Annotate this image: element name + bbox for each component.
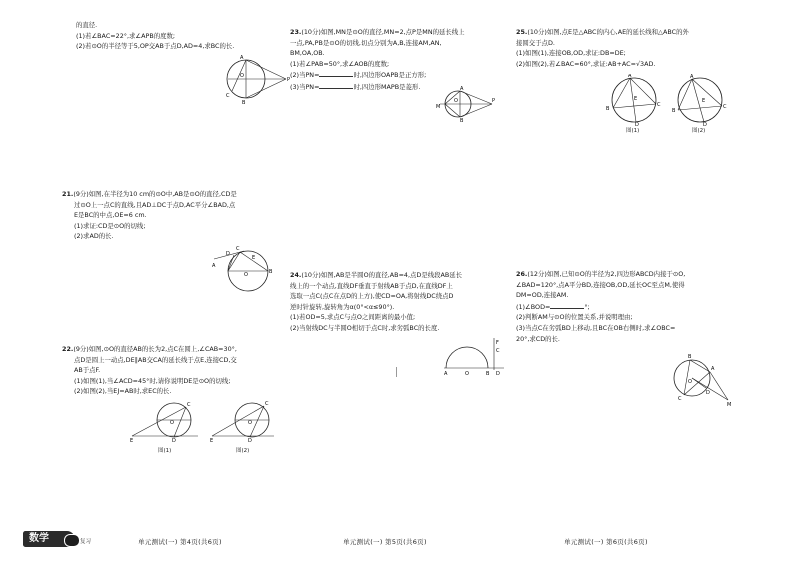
q24-line: 24.(10分)如图,AB是半圆O的直径,AB=4,点D是线段AB延长 (290, 271, 463, 279)
svg-text:E: E (634, 96, 638, 102)
q26-line: 26.(12分)如图,已知⊙O的半径为2,四边形ABCD内接于⊙O, (516, 270, 686, 278)
subject-logo: 数学 (23, 531, 75, 547)
q26-line: (1)∠BOD= °; (516, 302, 590, 311)
svg-text:C: C (226, 93, 230, 99)
q21-figure (210, 245, 280, 295)
question-21 (62, 189, 282, 242)
svg-text:C: C (265, 401, 269, 407)
svg-text:A: A (628, 74, 632, 79)
footer-page-5: 单元测试(一) 第5页(共6页) (343, 538, 427, 546)
q26-line: 20°,求CD的长. (516, 334, 560, 343)
svg-text:B: B (606, 106, 610, 112)
svg-text:D: D (703, 122, 707, 126)
q24-figure (442, 336, 506, 376)
svg-text:E: E (210, 438, 214, 444)
q22-line: 22.(9分)如图,⊙O的直径AB的长为2,点C在圆上,∠CAB=30°, (62, 345, 237, 353)
svg-text:D: D (496, 371, 500, 376)
q26-line: ∠BAD=120°,点A平分BD,连接OB,OD,延长OC至点M,使得 (516, 280, 685, 289)
q24-line: 线上的一个动点,直线DF垂直于射线AB于点D,在直线DF上 (290, 281, 453, 290)
svg-text:P: P (492, 98, 496, 104)
svg-text:D: D (635, 122, 639, 126)
q20-line: 的直径. (76, 21, 98, 29)
q22-figure-2 (210, 398, 276, 444)
question-24 (290, 270, 502, 334)
q25-figure-1 (604, 74, 664, 126)
q22-number: 22. (62, 345, 74, 353)
svg-text:O: O (688, 379, 692, 385)
svg-text:D: D (248, 438, 252, 444)
q22-figure-1 (130, 398, 200, 444)
svg-text:B: B (688, 354, 692, 360)
q22-caption-2: 图(2) (236, 448, 250, 454)
answer-blank[interactable] (550, 301, 584, 309)
q25-line: (2)如图(2),若∠BAC=60°,求证:AB+AC=√3AD. (516, 59, 656, 68)
svg-text:M: M (436, 104, 441, 110)
svg-text:D: D (226, 251, 230, 257)
q21-line: 21.(9分)如图,在半径为10 cm的⊙O中,AB是⊙O的直径,CD是 (62, 190, 237, 198)
q22-line: AB于点F. (74, 366, 101, 375)
logo-badge-icon (64, 534, 80, 547)
q23-line: (1)若∠PAB=50°,求∠AOB的度数; (290, 59, 390, 68)
svg-text:C: C (187, 402, 191, 408)
svg-text:A: A (460, 86, 464, 92)
question-26 (516, 269, 728, 344)
q23-line: 23.(10分)如图,MN是⊙O的直径,MN=2,点P是MN的延长线上 (290, 28, 465, 36)
svg-text:B: B (460, 118, 464, 122)
svg-text:A: A (711, 366, 715, 372)
q20-figure (218, 55, 294, 105)
answer-blank[interactable] (319, 69, 353, 77)
svg-text:O: O (248, 420, 252, 426)
q25-caption-1: 图(1) (626, 128, 640, 134)
q21-line: (1)求证:CD是⊙O的切线; (74, 221, 146, 230)
q23-line: (3)当PN= 时,四边形MAPB是菱形. (290, 82, 421, 91)
q26-figure (670, 352, 732, 406)
q24-line: (2)当射线DC与半圆O相切于点C时,求劣弧BC的长度. (290, 323, 440, 332)
q22-line: (2)如图(2),当EJ=AB时,求EC的长. (74, 387, 172, 396)
q23-figure (436, 86, 496, 122)
svg-text:A: A (444, 371, 448, 376)
q21-line: 过⊙O上一点C的直线,且AD⊥DC于点D,AC平分∠BAD,点 (74, 200, 236, 209)
svg-text:M: M (727, 402, 732, 406)
q22-caption-1: 图(1) (158, 448, 172, 454)
q22-line: 点D是圆上一动点,DE∥AB交CA的延长线于点E,连接CD,交 (74, 355, 237, 364)
svg-text:C: C (723, 104, 727, 110)
svg-text:B: B (672, 108, 676, 114)
q24-line: 选取一点C(点C在点D的上方),使CD=OA,将射线DC绕点D (290, 292, 454, 301)
footer-page-6: 单元测试(一) 第6页(共6页) (564, 538, 648, 546)
subject-logo-tail: 复习 (80, 539, 92, 545)
q21-line: (2)求AD的长. (74, 232, 114, 241)
q26-line: (2)判断AM与⊙O的位置关系,并说明理由; (516, 313, 633, 322)
svg-text:O: O (465, 371, 469, 376)
q25-line: 25.(10分)如图,点E是△ABC的内心,AE的延长线和△ABC的外 (516, 28, 689, 36)
svg-text:O: O (454, 98, 458, 104)
answer-blank[interactable] (319, 81, 353, 89)
footer-page-4: 单元测试(一) 第4页(共6页) (138, 538, 222, 546)
svg-text:D: D (172, 438, 176, 444)
svg-text:O: O (240, 73, 244, 79)
q24-line: 逆时针旋转,旋转角为α(0°<α≤90°). (290, 302, 395, 311)
svg-text:A: A (240, 55, 244, 61)
svg-text:C: C (496, 348, 500, 354)
q25-number: 25. (516, 28, 528, 36)
svg-text:E: E (702, 98, 706, 104)
q26-number: 26. (516, 270, 528, 278)
svg-text:E: E (130, 438, 134, 444)
q25-caption-2: 图(2) (692, 128, 706, 134)
q20-line: (1)若∠BAC=22°,求∠APB的度数; (76, 31, 176, 40)
q24-number: 24. (290, 271, 302, 279)
q23-line: (2)当PN= 时,四边形OAPB是正方形; (290, 71, 427, 80)
q25-line: 接圆交于点D. (516, 38, 555, 47)
svg-text:C: C (657, 102, 661, 108)
svg-text:B: B (242, 100, 246, 105)
scan-mark (396, 367, 399, 377)
q21-line: E是BC的中点,OE=6 cm. (74, 211, 147, 220)
q23-line: 一点,PA,PB是⊙O的切线,切点分别为A,B,连接AM,AN, (290, 38, 442, 47)
question-23 (290, 27, 500, 93)
q20-tail (76, 20, 276, 52)
svg-text:O: O (244, 272, 248, 278)
svg-text:C: C (678, 396, 682, 402)
q26-line: DM=OD,连接AM. (516, 291, 569, 300)
svg-text:A: A (690, 74, 694, 80)
svg-text:F: F (496, 340, 499, 346)
q22-line: (1)如图(1),当∠ACD=45°时,请你说明DE是⊙O的切线; (74, 376, 231, 385)
svg-text:E: E (252, 255, 256, 261)
svg-text:A: A (212, 263, 216, 269)
svg-text:P: P (287, 77, 291, 83)
svg-text:B: B (486, 371, 490, 376)
q25-line: (1)如图(1),连接OB,OD,求证:DB=DE; (516, 49, 626, 58)
q23-line: BM,OA,OB. (290, 49, 325, 58)
q23-number: 23. (290, 28, 302, 36)
q21-number: 21. (62, 190, 74, 198)
q26-line: (3)当点C在劣弧BD上移动,且BC在OB右侧时,求∠OBC= (516, 323, 676, 332)
question-25 (516, 27, 728, 69)
q20-line: (2)若⊙O的半径等于5,OP交AB于点D,AD=4,求BC的长. (76, 42, 235, 51)
question-22 (62, 344, 282, 397)
svg-text:C: C (236, 246, 240, 252)
svg-text:B: B (269, 269, 273, 275)
svg-text:O: O (170, 420, 174, 426)
q24-line: (1)若OD=5,求点C与点O之间距离的最小值; (290, 313, 416, 322)
q25-figure-2 (670, 74, 730, 126)
svg-text:D: D (706, 390, 710, 396)
